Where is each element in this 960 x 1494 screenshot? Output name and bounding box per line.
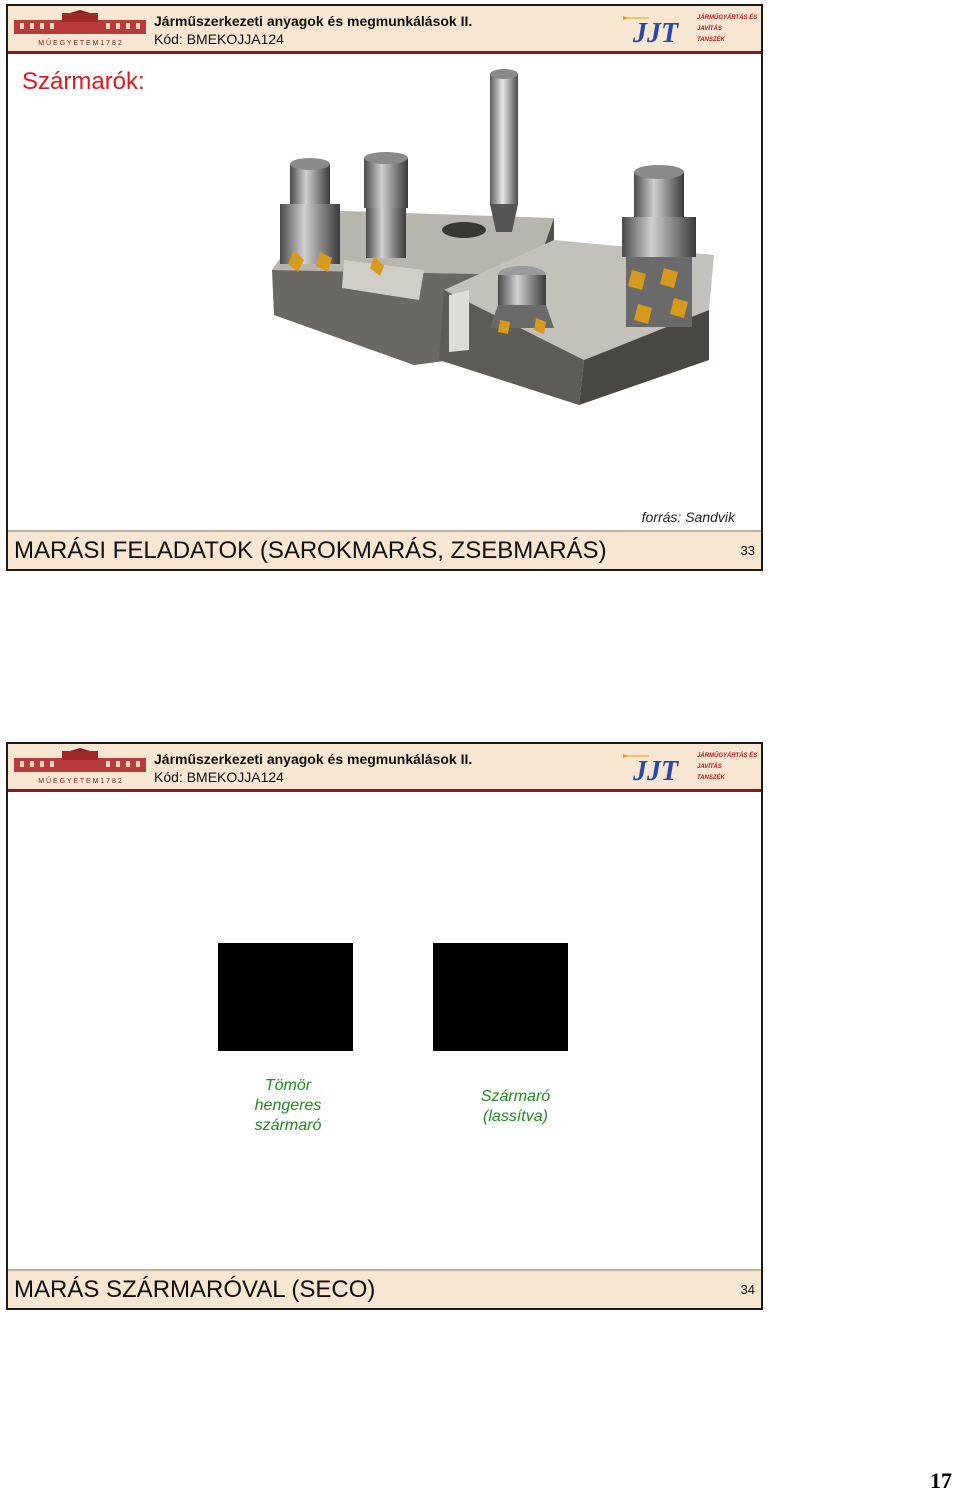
end-mill-illustration [254, 60, 724, 415]
caption-end-mill-slow-motion [448, 1087, 583, 1127]
caption-line: Szármaró [480, 1088, 551, 1105]
image-source: forrás: Sandvik [641, 509, 735, 525]
jjt-logo [619, 8, 759, 50]
slide-header [8, 744, 761, 792]
jjt-logo [619, 746, 759, 788]
course-title: Járműszerkezeti anyagok és megmunkálások II. [154, 13, 473, 29]
course-code: Kód: BMEKOJJA124 [154, 769, 284, 785]
slide-footer [8, 1269, 761, 1308]
video-solid-end-mill[interactable] [218, 943, 353, 1051]
caption-line: Tömör [264, 1077, 312, 1094]
svg-text:JAVÍTÁS: JAVÍTÁS [697, 26, 722, 32]
svg-text:JJT: JJT [633, 18, 679, 49]
svg-text:M Ű E G Y E T E M 1 7 8 2: M Ű E G Y E T E M 1 7 8 2 [38, 778, 122, 785]
page-number: 17 [930, 1468, 952, 1493]
footer-title: MARÁS SZÁRMARÓVAL (SECO) [14, 1276, 376, 1303]
svg-text:JÁRMŰGYÁRTÁS ÉS: JÁRMŰGYÁRTÁS ÉS [697, 15, 758, 21]
svg-text:TANSZÉK: TANSZÉK [697, 37, 725, 43]
university-logo [10, 748, 150, 786]
slide-34 [6, 742, 763, 1310]
university-logo [10, 10, 150, 48]
svg-text:JJT: JJT [633, 756, 679, 787]
svg-text:M Ű E G Y E T E M 1 7 8 2: M Ű E G Y E T E M 1 7 8 2 [38, 40, 122, 47]
caption-solid-end-mill [218, 1076, 358, 1136]
slide-header [8, 6, 761, 54]
caption-line: hengeres [254, 1097, 322, 1114]
slide-number: 33 [740, 543, 755, 558]
svg-text:JÁRMŰGYÁRTÁS ÉS: JÁRMŰGYÁRTÁS ÉS [697, 753, 758, 759]
footer-title: MARÁSI FELADATOK (SAROKMARÁS, ZSEBMARÁS) [14, 537, 607, 564]
caption-line: (lassítva) [483, 1108, 548, 1125]
slide-number: 34 [740, 1282, 755, 1297]
slide-heading: Szármarók: [22, 68, 145, 95]
course-code: Kód: BMEKOJJA124 [154, 31, 284, 47]
svg-text:TANSZÉK: TANSZÉK [697, 775, 725, 781]
slide-footer [8, 530, 761, 569]
caption-line: szármaró [254, 1117, 322, 1134]
svg-text:JAVÍTÁS: JAVÍTÁS [697, 764, 722, 770]
course-title: Járműszerkezeti anyagok és megmunkálások II. [154, 751, 473, 767]
video-end-mill-slow-motion[interactable] [433, 943, 568, 1051]
slide-33 [6, 4, 763, 571]
